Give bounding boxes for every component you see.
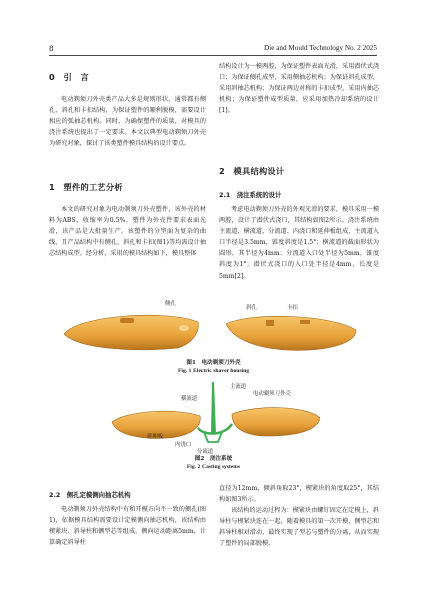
right-top-paragraph: 结构设计为一模两腔，为保证塑件表面光滑，采用潜伏式浇口；为保证侧孔成型，采用侧抽芯机构；为保证斜孔成型，采用斜抽芯机构；为保证两边对称的卡扣成型，采用内抽芯机构；为保证塑件成型质量，应采用加热冷却系统的设计[1]。 — [219, 63, 379, 115]
label-snap: 卡扣 — [287, 305, 298, 311]
label-extension: 延伸板 — [147, 434, 164, 440]
label-runner: 横流道 — [181, 396, 198, 402]
figure-1-caption-en-label: Fig. 1 — [178, 368, 192, 374]
label-housing: 电动剃须刀外壳 — [253, 391, 291, 397]
right-column-top — [219, 61, 379, 116]
bottom-right-paragraph-1: 直径为12mm，倾斜角取23°，楔紧块的角度取25°，其结构如图3所示。 — [219, 485, 379, 504]
figure-2-caption-en — [0, 464, 427, 471]
section-1-paragraph: 本文的研究对象为电动剃须刀外壳塑件，该外壳的材料为ABS，收缩率为0.5%，塑件为外壳件要求表面光滑，该产品是大批量生产。该塑件的分型面为复杂的曲线，且产品结构中有侧孔、斜孔和卡扣(图1)等均需设计抽芯结构成型。经分析，采用的模具结构如下，模具整体 — [49, 206, 206, 258]
section-0-paragraph: 电动剃须刀外壳类产品大多是规则形状，通常都有侧孔、斜孔和卡扣结构，为保证塑件的顺利脱模，需要设计相应的弧抽芯机构。同时，为确保塑件的质量，对模具的浇注系统也提出了一定要求。本文以典型电动剃须刀外壳为研究对象，探讨了该类塑件模具结构的设计要点。 — [49, 96, 206, 148]
figure-1-caption-en — [0, 368, 427, 375]
label-side-hole: 侧孔 — [165, 301, 176, 307]
label-slant-hole: 斜孔 — [246, 305, 257, 311]
label-branch: 分流道 — [197, 449, 214, 455]
label-gate: 内浇口 — [175, 442, 192, 448]
figure-1-caption-en-text: Electric shaver housing — [193, 368, 249, 374]
shaver-housing-right-shape — [226, 316, 356, 350]
bottom-right-paragraph-2: 该结构的运动过程为：楔紧块由螺钉固定在定模上，斜导柱与楔紧块连在一起，随着模具的第一次开模，侧型芯和斜导柱相对滑动，最终实现了型芯与塑件的分离，从而实现了塑件的局部脱模。 — [219, 507, 379, 548]
sprue-shape — [211, 382, 216, 434]
section-2-1-paragraph: 考虑电动剃须刀外壳的外观光滑的要求，模具采用一模两腔，设计了潜伏式浇口，其结构如图2所示。浇注系统由主流道、横流道、分流道、内浇口和延伸板组成，主流道入口半径是3.5mm，锥度斜度是1.5°；横流道的截面形状为圆形，其半径为4mm；分流道入口处半径为5mm，锥度斜度为1°；潜伏式浇口的入口处半径是4mm，长度是5mm[2]。 — [219, 206, 379, 280]
housing-end-highlight — [179, 325, 189, 331]
bottom-right-body — [219, 483, 379, 550]
section-0-body — [49, 94, 206, 149]
figure-1-caption-cn: 图1 电动剃须刀外壳 — [186, 360, 241, 366]
section-1-heading: 1 塑件的工艺分析 — [49, 182, 123, 192]
section-2-1-body — [219, 204, 379, 282]
section-1-body — [49, 204, 206, 259]
section-0-heading: 0 引 言 — [49, 72, 89, 82]
figure-2-caption-cn: 图2 浇注系统 — [194, 456, 233, 462]
snap-shape — [300, 320, 310, 324]
figure-2-caption-en-label: Fig. 2 — [186, 464, 201, 470]
journal-title: Die and Mould Technology No. 2 2025 — [264, 44, 377, 52]
page-header — [49, 43, 377, 56]
section-2-2-paragraph: 电动剃须刀外壳结构中有和开模方向不一致的侧孔(图1)，依据模具结构需要设计定模侧向抽芯机构，该结构由楔紧块、斜导柱和侧型芯等组成。侧向运动距离5mm，计算确定斜导柱 — [49, 506, 206, 547]
figure-2-caption-en-text: Casting systems — [202, 464, 241, 470]
label-sprue: 主流道 — [230, 384, 247, 390]
slant-hole-shape — [266, 320, 274, 326]
cavity-right-shape — [232, 408, 320, 436]
page-number: 8 — [49, 44, 54, 53]
section-2-2-heading: 2.2 侧孔定模侧向抽芯机构 — [49, 491, 131, 499]
section-2-1-heading: 2.1 浇注系统的设计 — [219, 191, 282, 199]
section-2-2-body — [49, 504, 206, 548]
section-2-heading: 2 模具结构设计 — [219, 166, 285, 176]
side-hole-shape — [120, 318, 134, 323]
figure-1-image — [60, 308, 360, 352]
